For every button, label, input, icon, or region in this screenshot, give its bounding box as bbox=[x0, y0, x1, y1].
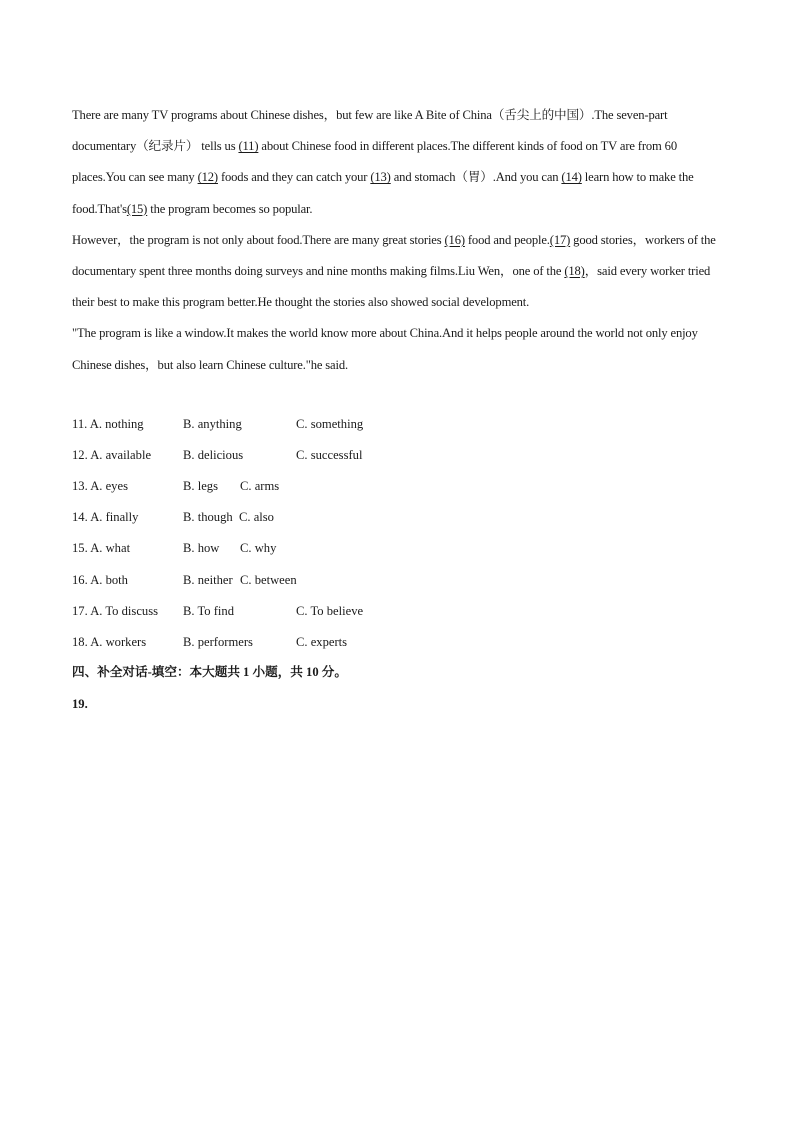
option-b: B. anything bbox=[183, 417, 242, 431]
passage-text: foods and they can catch your bbox=[217, 170, 371, 185]
blank-17: (17) bbox=[549, 232, 571, 247]
section-heading: 四、补全对话-填空：本大题共 1 小题，共 10 分。 bbox=[72, 665, 347, 679]
option-a: 11. A. nothing bbox=[72, 417, 144, 431]
cloze-passage bbox=[72, 100, 724, 381]
blank-16: (16) bbox=[444, 232, 465, 247]
option-b: B. legs bbox=[183, 479, 218, 493]
option-c: C. also bbox=[239, 510, 274, 524]
option-b: B. delicious bbox=[183, 448, 244, 462]
option-c: C. between bbox=[240, 573, 297, 587]
option-a: 15. A. what bbox=[72, 541, 131, 555]
option-b: B. though bbox=[183, 510, 233, 524]
passage-text: about Chinese food in different places.The different kinds of food on TV are from 60 places.You can see many bbox=[72, 139, 677, 185]
option-c: C. To believe bbox=[296, 604, 364, 618]
option-b: B. neither bbox=[183, 573, 233, 587]
blank-14: (14) bbox=[561, 170, 582, 185]
option-a: 12. A. available bbox=[72, 448, 152, 462]
blank-11: (11) bbox=[238, 139, 259, 154]
option-b: B. performers bbox=[183, 635, 253, 649]
passage-text: There are many TV programs about Chinese dishes，but few are like A Bite of China（舌尖上的中国）.The seven-part documentary（纪录片） tells us bbox=[72, 108, 668, 154]
passage-text: learn how to make the food.That's bbox=[72, 170, 694, 216]
option-a: 18. A. workers bbox=[72, 635, 147, 649]
option-c: C. why bbox=[240, 541, 277, 555]
option-c: C. something bbox=[296, 417, 364, 431]
passage-text: and stomach（胃）.And you can bbox=[390, 170, 562, 185]
passage-text: the program becomes so popular. bbox=[147, 201, 313, 216]
passage-text: good stories，workers of the documentary spent three months doing surveys and nine months making films.Liu Wen，one of the bbox=[72, 232, 716, 279]
option-c: C. arms bbox=[240, 479, 280, 493]
passage-paragraph-2 bbox=[72, 225, 724, 319]
blank-13: (13) bbox=[370, 170, 391, 185]
blank-18: (18) bbox=[564, 264, 585, 279]
option-a: 16. A. both bbox=[72, 573, 128, 587]
blank-15: (15) bbox=[126, 201, 148, 216]
option-b: B. how bbox=[183, 541, 220, 555]
option-b: B. To find bbox=[183, 604, 235, 618]
passage-text: However，the program is not only about food.There are many great stories bbox=[72, 232, 445, 247]
passage-paragraph-3: "The program is like a window.It makes the world know more about China.And it helps people around the world not only enjoy Chinese dishes，but also learn Chinese culture."he said. bbox=[72, 326, 698, 372]
option-c: C. successful bbox=[296, 448, 363, 462]
option-c: C. experts bbox=[296, 635, 348, 649]
option-a: 17. A. To discuss bbox=[72, 604, 159, 618]
blank-12: (12) bbox=[197, 170, 218, 185]
passage-paragraph-1 bbox=[72, 100, 724, 225]
question-19-number: 19. bbox=[72, 697, 88, 711]
option-a: 14. A. finally bbox=[72, 510, 139, 524]
option-a: 13. A. eyes bbox=[72, 479, 128, 493]
passage-text: ，said every worker tried their best to make this program better.He thought the stories also showed social development. bbox=[72, 264, 711, 310]
passage-text: food and people. bbox=[464, 232, 550, 247]
